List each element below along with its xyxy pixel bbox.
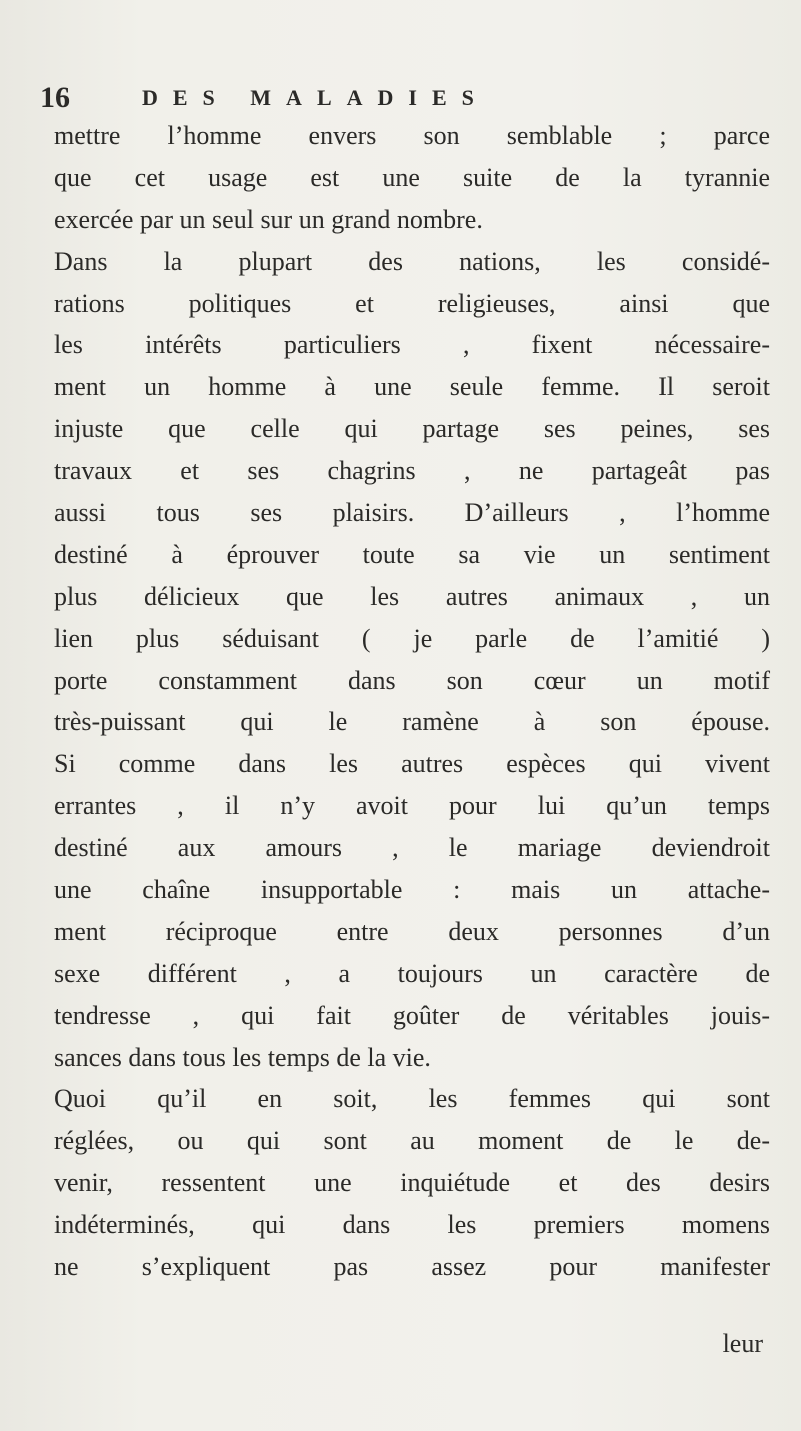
text-line: Quoi qu’il en soit, les femmes qui sont [54, 1084, 770, 1114]
catchword: leur [722, 1329, 763, 1358]
text-line: aussi tous ses plaisirs. D’ailleurs , l’homme [54, 498, 770, 528]
text-line: exercée par un seul sur un grand nombre. [54, 204, 483, 234]
text-line: réglées, ou qui sont au moment de le de- [54, 1126, 770, 1156]
text-line: porte constamment dans son cœur un motif [54, 665, 770, 695]
text-line: indéterminés, qui dans les premiers momens [54, 1210, 770, 1240]
text-line: errantes , il n’y avoit pour lui qu’un temps [54, 791, 770, 821]
text-line: tendresse , qui fait goûter de véritables jouis- [54, 1000, 770, 1030]
page-header [40, 78, 780, 118]
text-line: rations politiques et religieuses, ainsi que [54, 288, 770, 318]
text-line: que cet usage est une suite de la tyrannie [54, 162, 770, 192]
text-line: sexe différent , a toujours un caractère de [54, 958, 770, 988]
text-line: sances dans tous les temps de la vie. [54, 1042, 431, 1072]
text-line: mettre l’homme envers son semblable ; parce [54, 121, 770, 150]
text-line: injuste que celle qui partage ses peines, ses [54, 414, 770, 444]
text-line: Si comme dans les autres espèces qui vivent [54, 749, 770, 779]
text-line: très-puissant qui le ramène à son épouse. [54, 707, 770, 737]
body-text [54, 115, 770, 1288]
text-line: destiné à éprouver toute sa vie un sentiment [54, 539, 770, 569]
text-line: travaux et ses chagrins , ne partageât pas [54, 456, 770, 486]
text-line: ment un homme à une seule femme. Il seroit [54, 372, 770, 402]
running-head: DES MALADIES [142, 85, 489, 110]
text-line: une chaîne insupportable : mais un attache- [54, 875, 770, 905]
text-line: Dans la plupart des nations, les considé- [54, 246, 770, 276]
text-line: venir, ressentent une inquiétude et des desirs [54, 1168, 770, 1198]
text-line: destiné aux amours , le mariage deviendroit [54, 833, 770, 863]
text-line: ne s’expliquent pas assez pour manifester [54, 1252, 770, 1282]
page-number: 16 [40, 81, 70, 114]
text-line: ment réciproque entre deux personnes d’un [54, 916, 770, 946]
text-line: plus délicieux que les autres animaux , un [54, 581, 770, 611]
text-line: lien plus séduisant ( je parle de l’amitié ) [54, 623, 770, 653]
text-line: les intérêts particuliers , fixent nécessaire- [54, 330, 770, 360]
